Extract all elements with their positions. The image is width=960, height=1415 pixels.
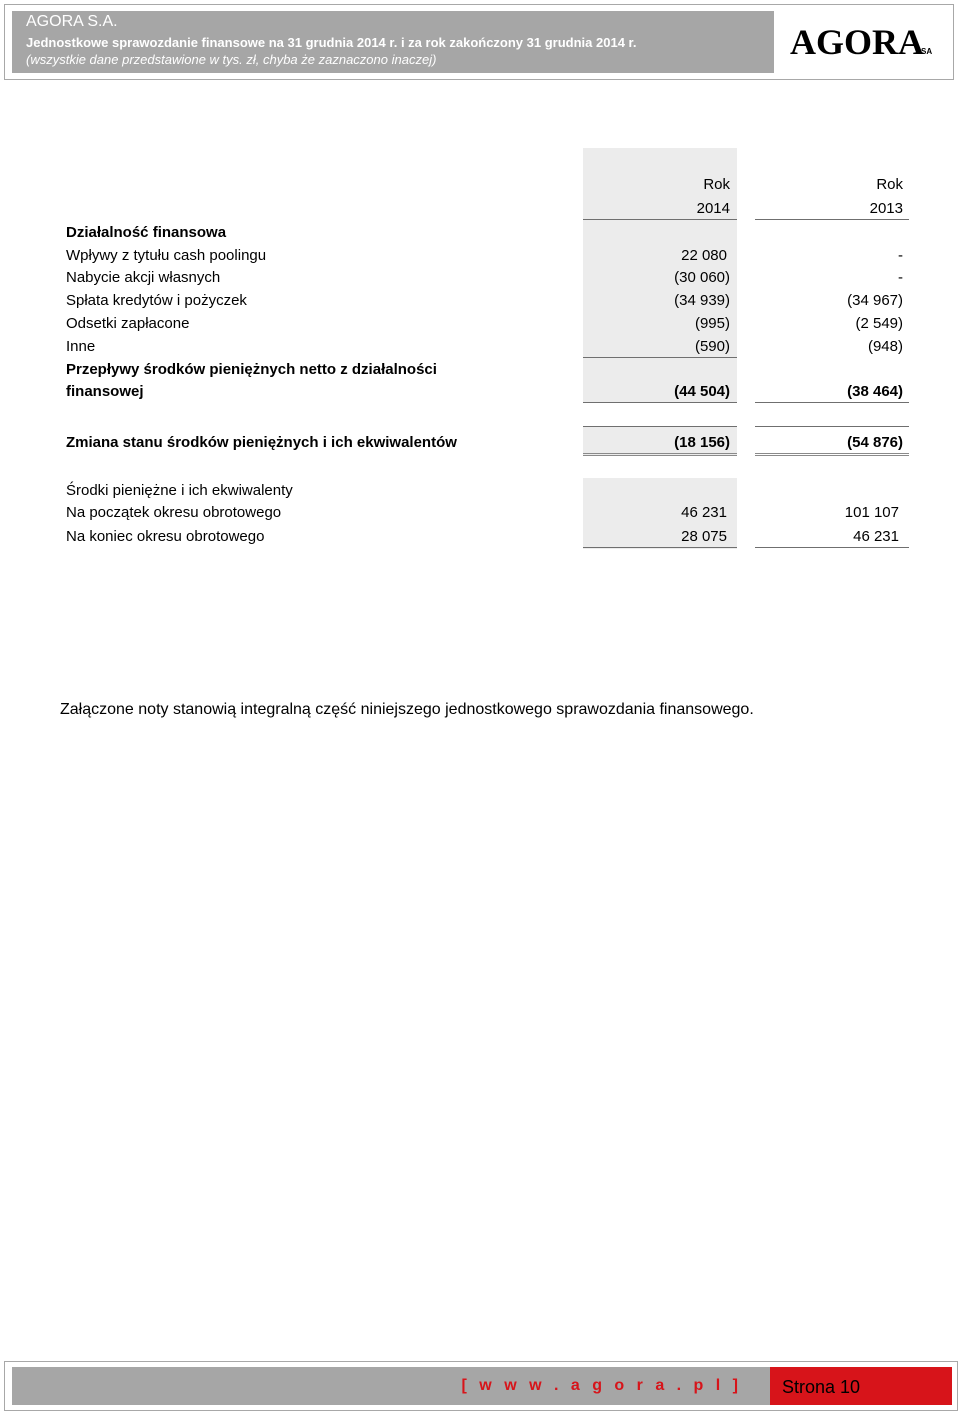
row-label: Wpływy z tytułu cash poolingu — [66, 247, 267, 264]
report-units-note: (wszystkie dane przedstawione w tys. zł, chyba że zaznaczono inaczej) — [26, 52, 437, 67]
row-label: Nabycie akcji własnych — [66, 269, 221, 286]
row-value-2014: 22 080 — [681, 247, 727, 264]
change-in-cash-value-2014: (18 156) — [674, 434, 730, 451]
row-label: Na koniec okresu obrotowego — [66, 528, 265, 545]
net-rule-2014 — [583, 402, 737, 403]
col-header-2014-line2: 2014 — [696, 200, 730, 217]
row-value-2014: 28 075 — [681, 528, 727, 545]
agora-logo — [790, 22, 940, 62]
page-number: Strona 10 — [782, 1377, 861, 1397]
footnote: Załączone noty stanowią integralną część niniejszego jednostkowego sprawozdania finansowego. — [60, 701, 754, 718]
company-name: AGORA S.A. — [26, 13, 118, 30]
change-bottom-rule-2013 — [755, 453, 909, 456]
change-bottom-rule-2014 — [583, 453, 737, 456]
change-in-cash-label: Zmiana stanu środków pieniężnych i ich ekwiwalentów — [66, 434, 457, 451]
website-link[interactable]: [ w w w . a g o r a . p l ] — [461, 1377, 742, 1394]
row-value-2013: - — [898, 247, 903, 264]
col-header-2014-line1: Rok — [703, 176, 730, 193]
row-value-2014: (590) — [694, 338, 730, 355]
header-rule-2014 — [583, 219, 737, 220]
change-top-rule-2014 — [583, 426, 737, 427]
header-rule-2013 — [755, 219, 909, 220]
net-rule-2013 — [755, 402, 909, 403]
row-value-2014: 46 231 — [681, 504, 727, 521]
subtotal-rule-2014 — [583, 357, 737, 358]
net-financing-label-line1: Przepływy środków pieniężnych netto z działalności — [66, 361, 437, 378]
report-title: Jednostkowe sprawozdanie finansowe na 31 grudnia 2014 r. i za rok zakończony 31 grudnia 2014 r. — [26, 35, 637, 50]
row-value-2014: (995) — [694, 315, 730, 332]
logo-wordmark: AGORA — [790, 22, 924, 62]
col-header-2013-line2: 2013 — [869, 200, 903, 217]
cash-rule-2013 — [755, 547, 909, 548]
change-top-rule-2013 — [755, 426, 909, 427]
row-value-2013: 46 231 — [853, 528, 899, 545]
net-financing-label-line2: finansowej — [66, 383, 144, 400]
col-header-2013-line1: Rok — [876, 176, 903, 193]
row-value-2013: (948) — [867, 338, 903, 355]
row-label: Na początek okresu obrotowego — [66, 504, 282, 521]
cash-rule-2014 — [583, 547, 737, 548]
row-value-2013: (34 967) — [847, 292, 903, 309]
section-title: Działalność finansowa — [66, 224, 227, 241]
row-value-2014: (30 060) — [674, 269, 730, 286]
change-in-cash-value-2013: (54 876) — [847, 434, 903, 451]
net-financing-value-2013: (38 464) — [847, 383, 903, 400]
net-financing-value-2014: (44 504) — [674, 383, 730, 400]
cash-section-title: Środki pieniężne i ich ekwiwalenty — [66, 482, 293, 499]
row-value-2013: (2 549) — [855, 315, 903, 332]
row-value-2013: 101 107 — [844, 504, 899, 521]
logo-suffix: SA — [921, 47, 933, 56]
row-label: Spłata kredytów i pożyczek — [66, 292, 247, 309]
row-label: Odsetki zapłacone — [66, 315, 190, 332]
row-value-2014: (34 939) — [674, 292, 730, 309]
row-value-2013: - — [898, 269, 903, 286]
row-label: Inne — [66, 338, 96, 355]
